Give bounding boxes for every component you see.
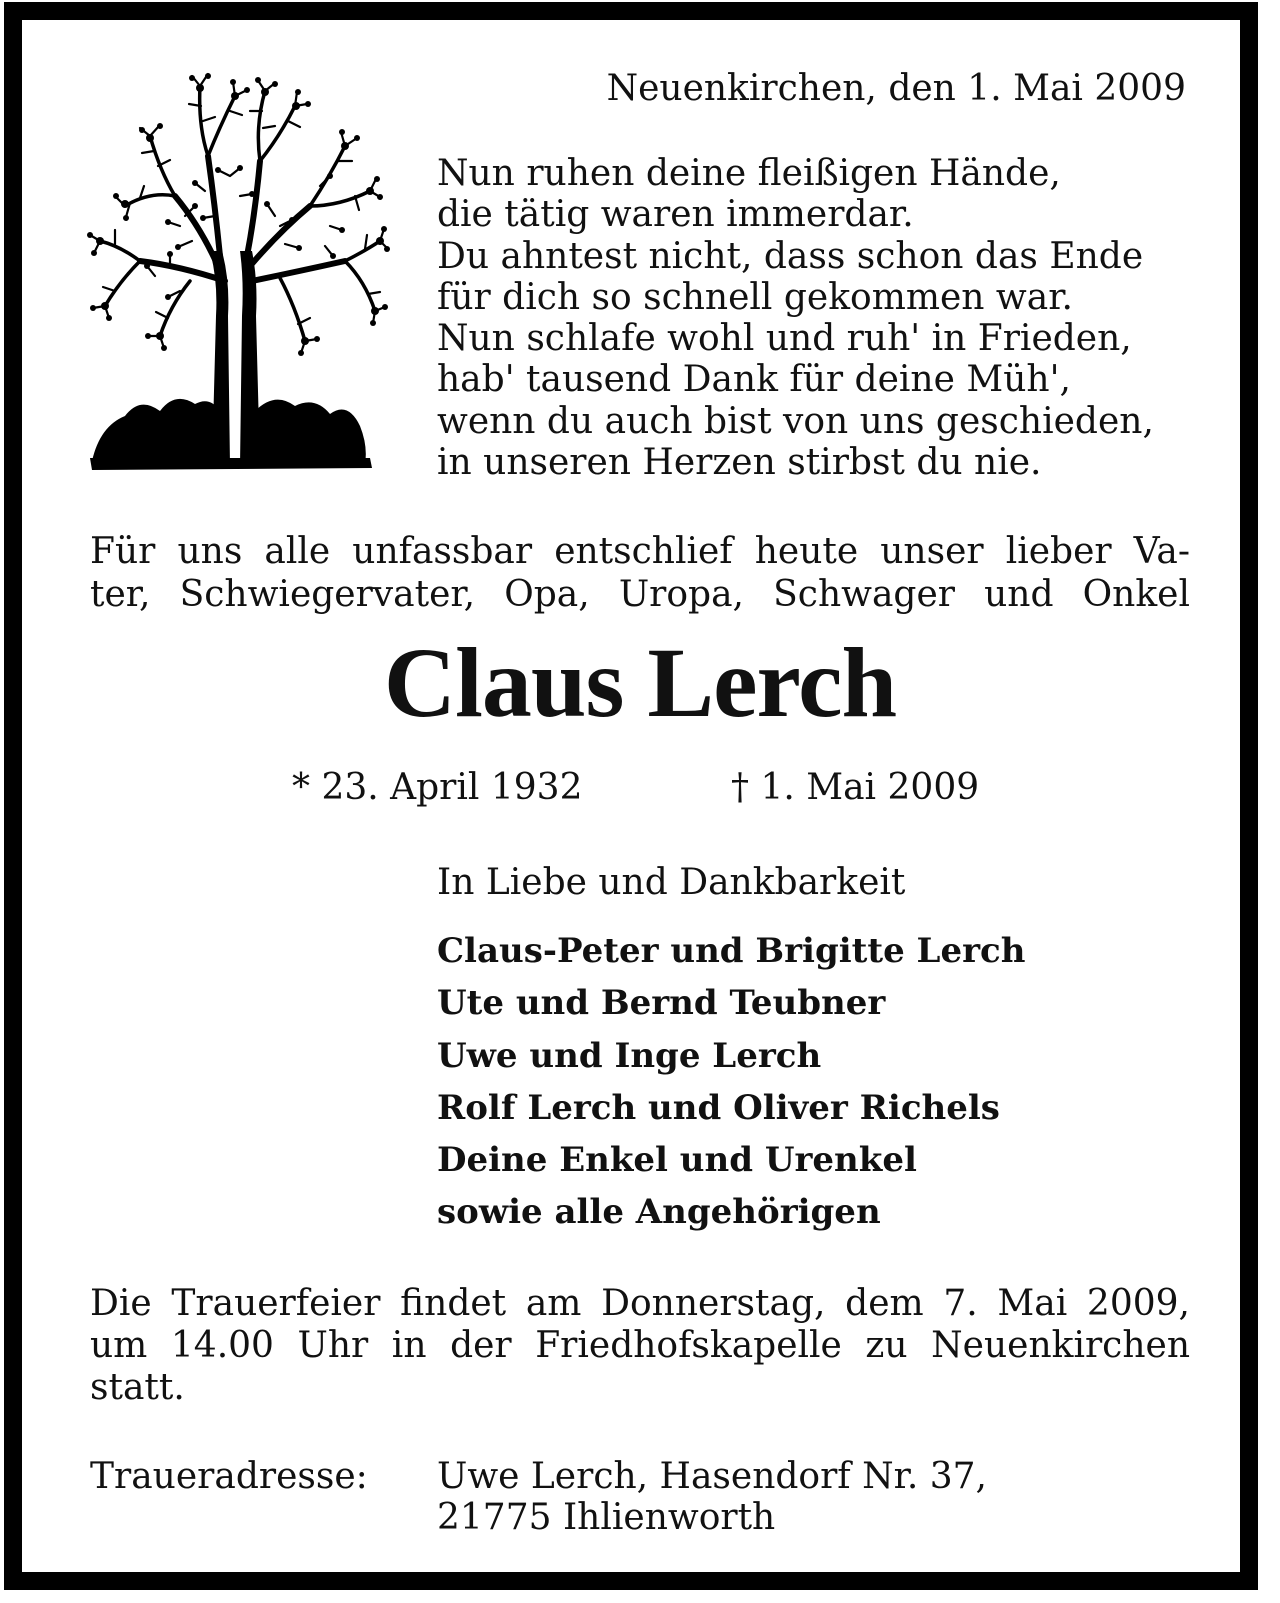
address-line: Uwe Lerch, Hasendorf Nr. 37, [437,1456,987,1497]
tree-icon [80,66,390,486]
service-line: um 14.00 Uhr in der Friedhofskapelle zu Neuenkirchen [90,1325,1190,1366]
announcement-line: Für uns alle unfassbar entschlief heute unser lieber Va- [90,531,1190,572]
mourner-entry: sowie alle Angehörigen [437,1192,881,1233]
mourner-entry: Deine Enkel und Urenkel [437,1140,917,1181]
mourner-entry: Rolf Lerch und Oliver Richels [437,1087,1000,1128]
poem-line: in unseren Herzen stirbst du nie. [437,442,1042,484]
poem-line: für dich so schnell gekommen war. [437,276,1073,318]
mourner-entry: Claus-Peter und Brigitte Lerch [437,931,1026,971]
death-date: † 1. Mai 2009 [731,767,980,808]
poem-line: Nun ruhen deine fleißigen Hände, [437,153,1061,194]
address-label: Traueradresse: [90,1456,368,1497]
place-date: Neuenkirchen, den 1. Mai 2009 [606,68,1186,109]
birth-date: * 23. April 1932 [292,767,583,808]
poem-line: hab' tausend Dank für deine Müh', [437,359,1071,401]
mourner-entry: Uwe und Inge Lerch [437,1035,822,1076]
mourning-address [437,1456,987,1538]
memorial-poem [437,153,1193,483]
mourner-entry: Ute und Bernd Teubner [437,983,886,1024]
poem-line: Nun schlafe wohl und ruh' in Frieden, [437,318,1132,360]
poem-line: wenn du auch bist von uns geschieden, [437,400,1154,442]
announcement-text [90,530,1190,616]
deceased-name: Claus Lerch [383,627,897,738]
funeral-service-info [90,1283,1190,1409]
poem-line: Du ahntest nicht, dass schon das Ende [437,235,1144,277]
closing-phrase: In Liebe und Dankbarkeit [437,862,906,903]
service-line: Die Trauerfeier findet am Donnerstag, dem 7. Mai 2009, [90,1283,1190,1324]
announcement-line: ter, Schwiegervater, Opa, Uropa, Schwager und Onkel [90,574,1190,615]
service-line: statt. [90,1367,185,1408]
mourners-list [437,925,1025,1239]
poem-line: die tätig waren immerdar. [437,194,914,236]
address-line: 21775 Ihlienworth [437,1497,776,1538]
